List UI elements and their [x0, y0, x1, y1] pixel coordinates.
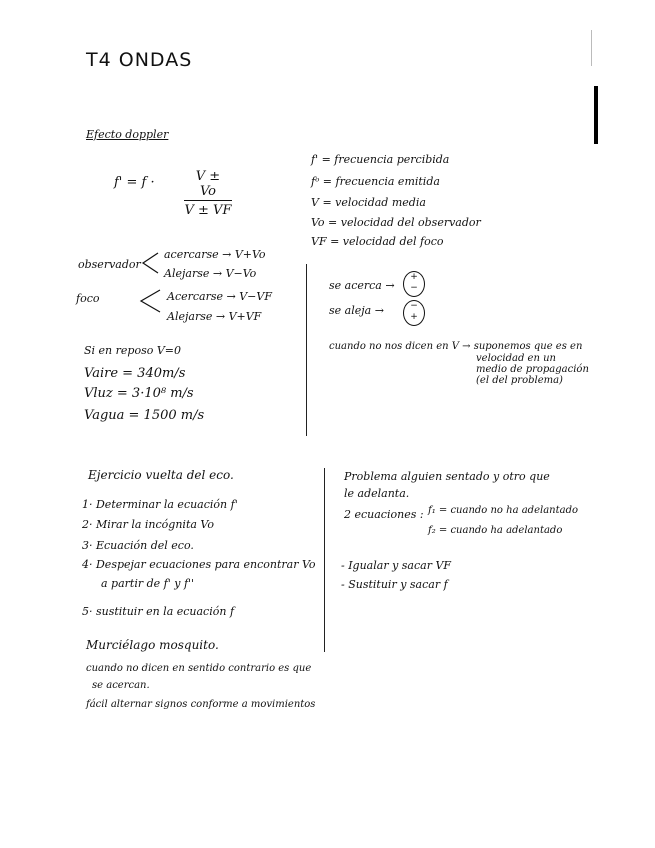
approach-sign-bottom: −	[410, 283, 418, 293]
echo-step-1: 1· Determinar la ecuación f'	[82, 498, 238, 511]
problem-bullet1: - Igualar y sacar VF	[341, 559, 452, 572]
problem-line1: Problema alguien sentado y otro que	[344, 470, 550, 483]
source-recede: Alejarse → V+VF	[167, 310, 262, 323]
speed-light: Vluz = 3·10⁸ m/s	[84, 386, 194, 401]
echo-step-5: 5· sustituir en la ecuación f	[82, 605, 235, 618]
problem-equations-label: 2 ecuaciones :	[344, 508, 424, 521]
medium-note-line3: medio de propagación	[476, 364, 589, 375]
definition-5: VF = velocidad del foco	[311, 235, 444, 248]
speed-water: Vagua = 1500 m/s	[84, 408, 205, 423]
medium-note-line4: (el del problema)	[476, 375, 563, 386]
observer-recede: Alejarse → V−Vo	[164, 267, 257, 280]
source-approach: Acercarse → V−VF	[167, 290, 272, 303]
observer-label: observador	[78, 258, 141, 271]
definition-1: f' = frecuencia percibida	[311, 153, 450, 166]
problem-eq2: f₂ = cuando ha adelantado	[428, 525, 563, 536]
bat-mosquito-line3: fácil alternar signos conforme a movimientos	[86, 699, 316, 710]
speed-air: Vaire = 340m/s	[84, 366, 186, 381]
echo-step-4b: a partir de f' y f''	[101, 577, 195, 590]
formula-numerator: V ± Vo	[184, 169, 232, 201]
echo-step-3: 3· Ecuación del eco.	[82, 539, 194, 552]
echo-exercise-title: Ejercicio vuelta del eco.	[88, 468, 234, 482]
echo-step-2: 2· Mirar la incógnita Vo	[82, 518, 214, 531]
recede-sign-bottom: +	[410, 312, 418, 322]
recede-sign-circle	[403, 300, 425, 326]
approach-sign-circle	[403, 271, 425, 297]
definition-3: V = velocidad media	[311, 196, 426, 209]
source-brace	[138, 288, 164, 314]
recede-rule-label: se aleja →	[329, 304, 384, 317]
section-title: Efecto doppler	[86, 128, 169, 141]
rest-note: Si en reposo V=0	[84, 344, 181, 357]
echo-step-4: 4· Despejar ecuaciones para encontrar Vo	[82, 558, 316, 571]
recede-sign-top: −	[410, 301, 418, 311]
formula-fraction	[184, 169, 232, 218]
medium-note-line2: velocidad en un	[476, 353, 556, 364]
bat-mosquito-line1: cuando no dicen en sentido contrario es que	[86, 663, 312, 674]
formula-denominator: V ± VF	[184, 203, 232, 218]
divider-upper	[306, 264, 307, 436]
divider-lower	[324, 468, 325, 652]
bat-mosquito-title: Murciélago mosquito.	[86, 638, 219, 652]
scan-edge-mark	[594, 86, 598, 144]
definition-2: fᵒ = frecuencia emitida	[311, 175, 440, 188]
approach-sign-top: +	[410, 272, 418, 282]
bat-mosquito-line2: se acercan.	[92, 680, 150, 691]
source-label: foco	[76, 292, 100, 305]
medium-note-line1: cuando no nos dicen en V → suponemos que es en	[329, 341, 583, 352]
approach-rule-label: se acerca →	[329, 279, 395, 292]
problem-bullet2: - Sustituir y sacar f	[341, 578, 448, 591]
formula-lhs: f' = f ·	[114, 175, 155, 190]
page-title: T4 ONDAS	[86, 49, 193, 71]
problem-line2: le adelanta.	[344, 487, 410, 500]
observer-approach: acercarse → V+Vo	[164, 248, 266, 261]
definition-4: Vo = velocidad del observador	[311, 216, 481, 229]
scan-edge-line	[591, 30, 592, 66]
observer-brace	[140, 251, 162, 275]
problem-eq1: f₁ = cuando no ha adelantado	[428, 505, 578, 516]
